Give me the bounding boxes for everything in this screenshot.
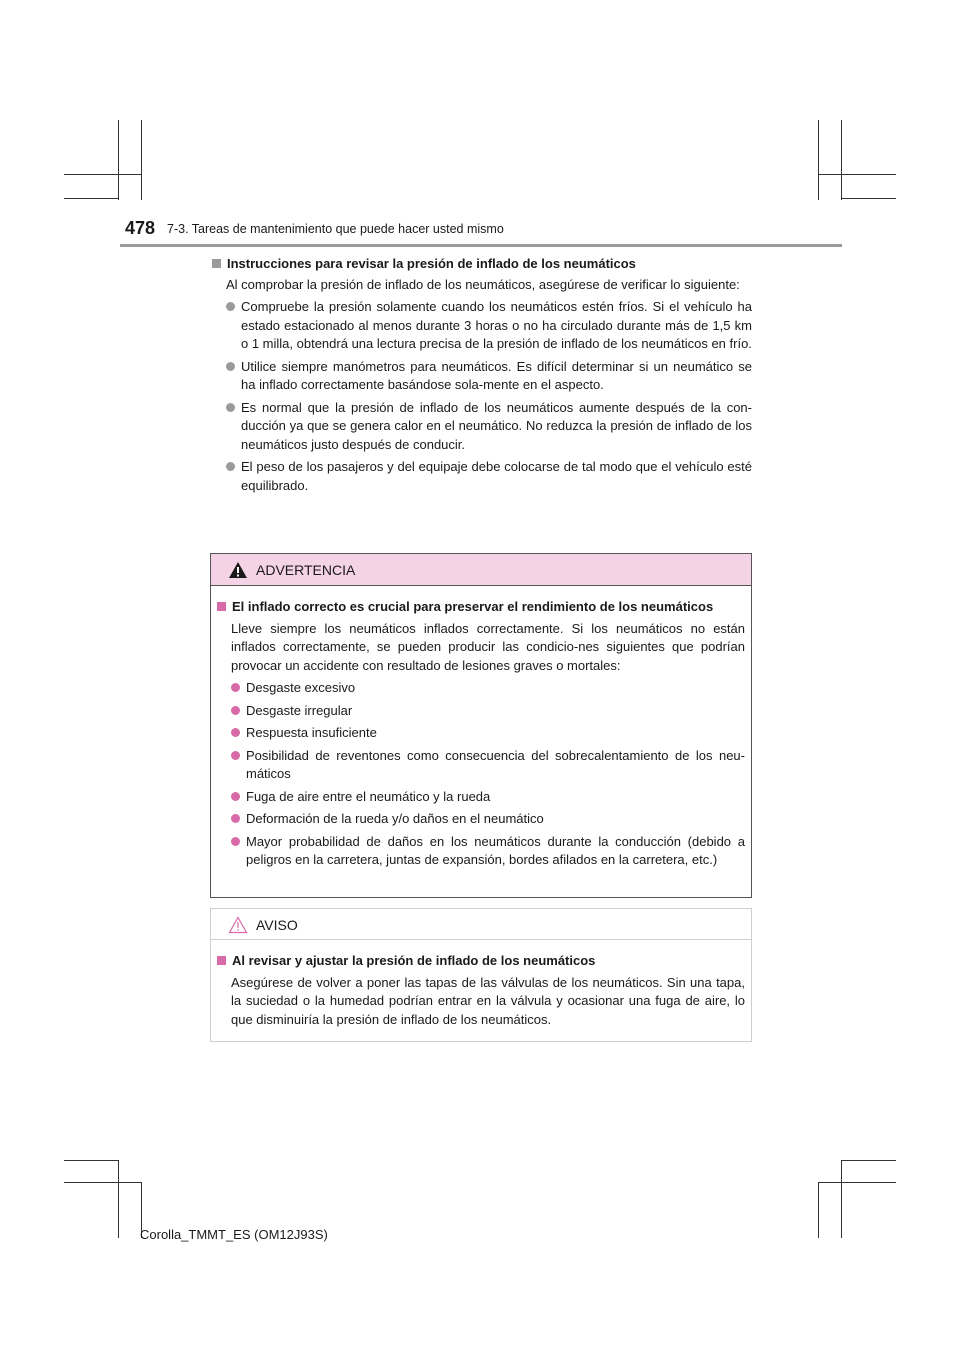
square-bullet-icon xyxy=(212,259,221,268)
notice-text: Asegúrese de volver a poner las tapas de las válvulas de los neumáticos. Sin una tapa, la suciedad o la humedad podrían entrar en la válvula y ocasionar una fuga de aire, lo que disminuiría la presión de inflado de los neumáticos. xyxy=(231,974,745,1027)
circle-bullet-icon xyxy=(231,728,240,737)
warning-label: ADVERTENCIA xyxy=(256,562,356,578)
notice-box xyxy=(210,908,752,1042)
warning-triangle-icon xyxy=(228,561,248,579)
list-item xyxy=(231,702,745,721)
main-section xyxy=(212,255,752,495)
circle-bullet-icon xyxy=(226,362,235,371)
section-intro: Al comprobar la presión de inflado de los neumáticos, asegúrese de verificar lo siguiente: xyxy=(226,276,740,292)
warning-text: Lleve siempre los neumáticos inflados correctamente. Si los neumáticos no están inflados correctamente, se pueden producir las condicio-nes siguientes que podrían provocar un accidente con resultado de lesiones graves o mortales: xyxy=(231,620,745,673)
list-item-text: Es normal que la presión de inflado de los neumáticos aumente después de la con-ducción ya que se genera calor en el neumático. No reduzca la presión de inflado de los neumáticos justo después de conducir. xyxy=(241,399,752,452)
warning-title: El inflado correcto es crucial para preservar el rendimiento de los neumáticos xyxy=(232,599,714,614)
circle-bullet-icon xyxy=(231,792,240,801)
notice-body xyxy=(211,940,751,1029)
circle-bullet-icon xyxy=(231,706,240,715)
list-item-text: El peso de los pasajeros y del equipaje debe colocarse de tal modo que el vehículo esté equilibrado. xyxy=(241,459,752,493)
list-item xyxy=(226,458,752,495)
circle-bullet-icon xyxy=(226,302,235,311)
warning-body xyxy=(211,586,751,870)
notice-heading xyxy=(217,952,745,971)
list-item-text: Utilice siempre manómetros para neumáticos. Es difícil determinar si un neumático se ha inflado correctamente basándose sola-mente en el aspecto. xyxy=(241,358,752,392)
circle-bullet-icon xyxy=(231,751,240,760)
caution-triangle-icon xyxy=(228,916,248,934)
circle-bullet-icon xyxy=(231,837,240,846)
list-item-text: Fuga de aire entre el neumático y la rueda xyxy=(246,788,491,804)
list-item xyxy=(226,358,752,395)
list-item xyxy=(226,399,752,455)
warning-box xyxy=(210,553,752,898)
section-title: Instrucciones para revisar la presión de inflado de los neumáticos xyxy=(227,256,636,271)
notice-label: AVISO xyxy=(256,917,298,933)
square-bullet-icon xyxy=(217,602,226,611)
warning-header xyxy=(211,554,751,586)
chapter-title: 7-3. Tareas de mantenimiento que puede hacer usted mismo xyxy=(167,222,504,236)
circle-bullet-icon xyxy=(226,403,235,412)
list-item-text: Desgaste irregular xyxy=(246,702,353,718)
page-number: 478 xyxy=(125,218,156,238)
list-item-text: Respuesta insuficiente xyxy=(246,725,377,740)
list-item xyxy=(226,298,752,354)
warning-heading xyxy=(217,598,745,617)
list-item xyxy=(231,724,745,743)
square-bullet-icon xyxy=(217,956,226,965)
circle-bullet-icon xyxy=(231,814,240,823)
list-item xyxy=(231,833,745,870)
list-item xyxy=(231,747,745,784)
notice-title: Al revisar y ajustar la presión de inflado de los neumáticos xyxy=(232,953,596,968)
document-id: Corolla_TMMT_ES (OM12J93S) xyxy=(140,1227,328,1242)
list-item xyxy=(231,788,745,807)
circle-bullet-icon xyxy=(231,683,240,692)
list-item-text: Deformación de la rueda y/o daños en el neumático xyxy=(246,811,544,826)
list-item-text: Mayor probabilidad de daños en los neumáticos durante la conducción (debido a peligros en la carretera, juntas de expansión, bordes afilados en la carretera, etc.) xyxy=(246,833,745,867)
section-heading xyxy=(212,255,752,274)
header-rule xyxy=(120,244,842,247)
notice-header xyxy=(211,909,751,940)
list-item xyxy=(231,810,745,829)
list-item-text: Desgaste excesivo xyxy=(246,680,356,695)
circle-bullet-icon xyxy=(226,462,235,471)
list-item-text: Posibilidad de reventones como consecuencia del sobrecalentamiento de los neu-máticos xyxy=(246,747,745,781)
list-item-text: Compruebe la presión solamente cuando los neumáticos estén fríos. Si el vehículo ha estado estacionado al menos durante 3 horas o no ha circulado durante más de 1,5 km o 1 milla, obtendrá una lectura precisa de la presión de inflado de los neumáticos en frío. xyxy=(241,299,752,351)
list-item xyxy=(231,679,745,698)
